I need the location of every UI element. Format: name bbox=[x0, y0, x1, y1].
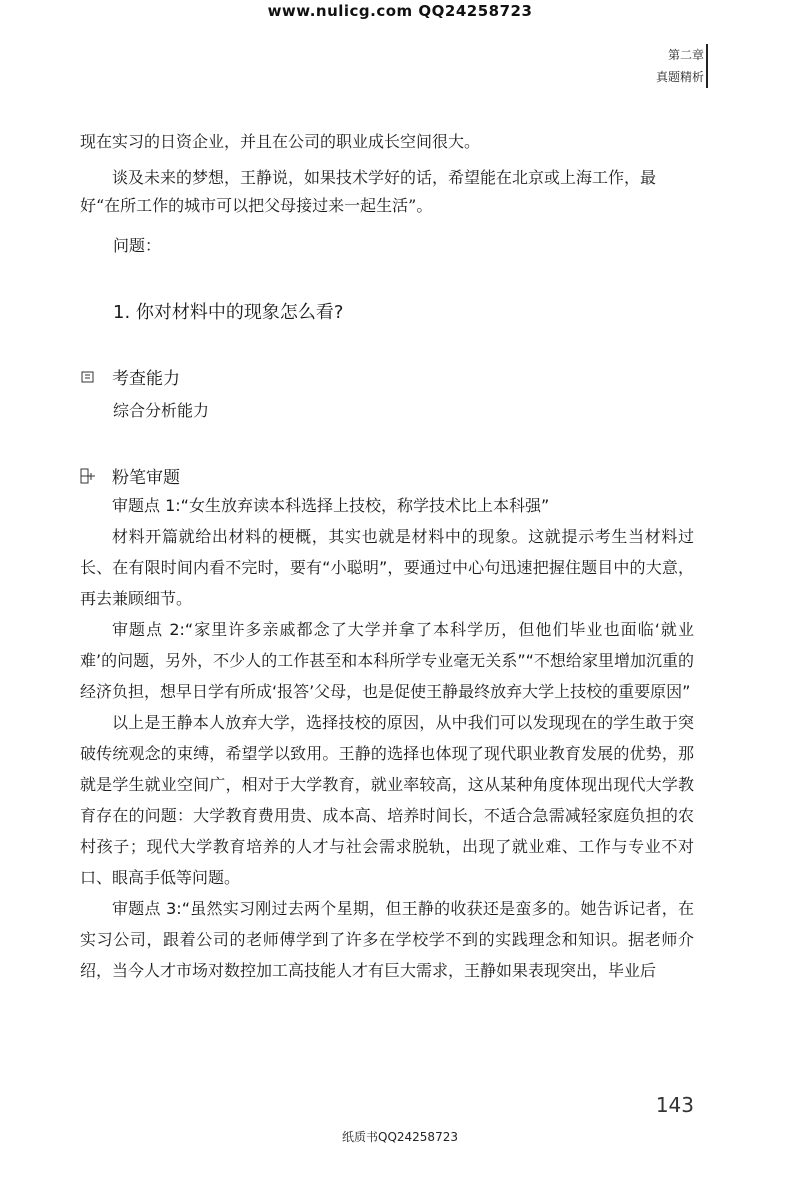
running-header bbox=[656, 44, 704, 88]
review-icon bbox=[80, 468, 96, 484]
intro-block bbox=[80, 128, 696, 220]
top-watermark: www.nulicg.com QQ24258723 bbox=[267, 2, 533, 20]
ability-heading bbox=[80, 364, 180, 389]
review-paragraph: 以上是王静本人放弃大学，选择技校的原因，从中我们可以发现现在的学生敢于突破传统观念的束缚，希望学以致用。王静的选择也体现了现代职业教育发展的优势，那就是学生就业空间广，相对于大学教育，就业率较高，这从某种角度体现出现代大学教育存在的问题：大学教育费用贵、成本高、培养时间长，不适合急需减轻家庭负担的农村孩子；现代大学教育培养的人才与社会需求脱轨，出现了就业难、工作与专业不对口、眼高手低等问题。 bbox=[80, 713, 694, 887]
header-divider bbox=[706, 44, 708, 88]
review-body bbox=[80, 490, 694, 986]
review-point-2: 审题点 2:“家里许多亲戚都念了大学并拿了本科学历，但他们毕业也面临‘就业难’的问题，另外，不少人的工作甚至和本科所学专业毫无关系”“不想给家里增加沉重的经济负担，想早日学有所成‘报答’父母，也是促使王静最终放弃大学上技校的重要原因” bbox=[80, 620, 694, 701]
intro-line: 现在实习的日资企业，并且在公司的职业成长空间很大。 bbox=[80, 132, 481, 151]
review-point-3: 审题点 3:“虽然实习刚过去两个星期，但王静的收获还是蛮多的。她告诉记者，在实习公司，跟着公司的老师傅学到了许多在学校学不到的实践理念和知识。据老师介绍，当今人才市场对数控加工高技能人才有巨大需求，王静如果表现突出，毕业后 bbox=[80, 899, 694, 980]
ability-content: 综合分析能力 bbox=[113, 401, 210, 420]
review-paragraph: 材料开篇就给出材料的梗概，其实也就是材料中的现象。这就提示考生当材料过长、在有限时间内看不完时，要有“小聪明”，要通过中心句迅速把握住题目中的大意，再去兼顾细节。 bbox=[80, 527, 694, 608]
chapter-label: 第二章 bbox=[667, 48, 704, 62]
review-heading-text: 粉笔审题 bbox=[112, 468, 180, 488]
review-point-1: 审题点 1:“女生放弃读本科选择上技校，称学技术比上本科强” bbox=[112, 496, 550, 515]
review-heading bbox=[80, 463, 180, 488]
bottom-watermark: 纸质书QQ24258723 bbox=[342, 1130, 458, 1144]
section-label: 真题精析 bbox=[655, 70, 704, 84]
ability-heading-text: 考查能力 bbox=[112, 369, 180, 389]
intro-paragraph: 谈及未来的梦想，王静说，如果技术学好的话，希望能在北京或上海工作，最好“在所工作的城市可以把父母接过来一起生活”。 bbox=[80, 168, 657, 215]
page-number: 143 bbox=[655, 1093, 694, 1117]
questions-label: 问题： bbox=[113, 236, 162, 255]
ability-icon bbox=[80, 369, 96, 385]
question-1: 1. 你对材料中的现象怎么看? bbox=[113, 302, 344, 323]
